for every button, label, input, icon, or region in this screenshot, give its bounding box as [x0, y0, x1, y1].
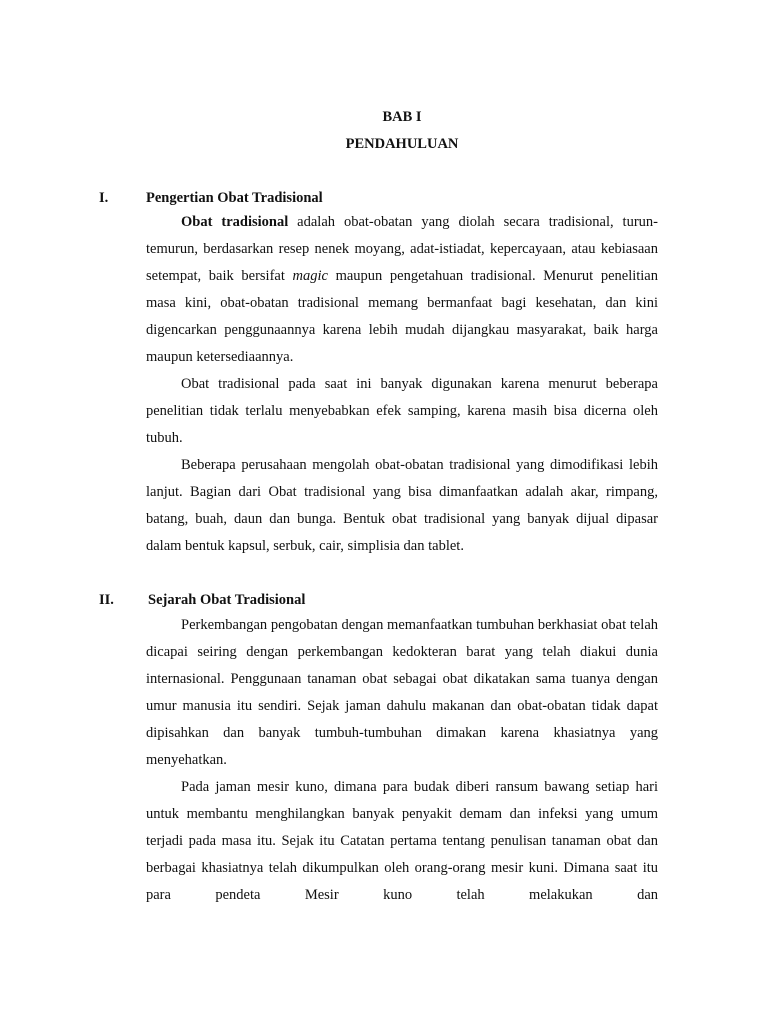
section-2-number: II. — [99, 592, 114, 608]
section-1-paragraph-1 — [146, 209, 658, 371]
section-2-paragraph-2: Pada jaman mesir kuno, dimana para budak diberi ransum bawang setiap hari untuk membantu menghilangkan banyak penyakit demam dan infeksi yang umum terjadi pada masa itu. Sejak itu Catatan pertama tentang penulisan tanaman obat dan berbagai khasiatnya telah dikumpulkan oleh orang-orang mesir kuni. Dimana saat itu para pendeta Mesir kuno telah melakukan dan — [146, 779, 658, 903]
section-1-number: I. — [99, 190, 109, 206]
term-bold: Obat tradisional — [181, 214, 289, 230]
section-1-paragraph-3: Beberapa perusahaan mengolah obat-obatan tradisional yang dimodifikasi lebih lanjut. Bagian dari Obat tradisional yang bisa dimanfaatkan adalah akar, rimpang, batang, buah, daun dan bunga. Bentuk obat tradisional yang banyak dijual dipasar dalam bentuk kapsul, serbuk, cair, simplisia dan tablet. — [146, 457, 658, 554]
section-2-body — [146, 612, 658, 909]
section-1-body — [146, 209, 658, 560]
section-1-paragraph-2: Obat tradisional pada saat ini banyak digunakan karena menurut beberapa penelitian tidak terlalu menyebabkan efek samping, karena masih bisa dicerna oleh tubuh. — [146, 376, 658, 446]
term-italic: magic — [292, 268, 328, 284]
section-2-paragraph-1: Perkembangan pengobatan dengan memanfaatkan tumbuhan berkhasiat obat telah dicapai seiring dengan perkembangan kedokteran barat yang telah diakui dunia internasional. Penggunaan tanaman obat sebagai obat dikatakan sama tuanya dengan umur manusia itu sendiri. Sejak jaman dahulu makanan dan obat-obatan tidak dapat dipisahkan dan banyak tumbuh-tumbuhan dimakan karena khasiatnya yang menyehatkan. — [146, 617, 658, 768]
paragraph-text: adalah obat-obatan yang diolah secara tradisional, turun-temurun, berdasarkan resep nenek moyang, adat-istiadat, kepercayaan, atau kebiasaan setempat, baik bersifat — [146, 214, 658, 284]
section-2-title: Sejarah Obat Tradisional — [148, 592, 306, 608]
section-1-title: Pengertian Obat Tradisional — [146, 190, 323, 206]
paragraph-text: maupun pengetahuan tradisional. Menurut penelitian masa kini, obat-obatan tradisional memang bermanfaat bagi kesehatan, dan kini digencarkan penggunaannya karena lebih mudah dijangkau masyarakat, baik harga maupun ketersediaannya. — [146, 268, 658, 365]
chapter-title: PENDAHULUAN — [345, 136, 459, 152]
chapter-label: BAB I — [382, 109, 422, 125]
